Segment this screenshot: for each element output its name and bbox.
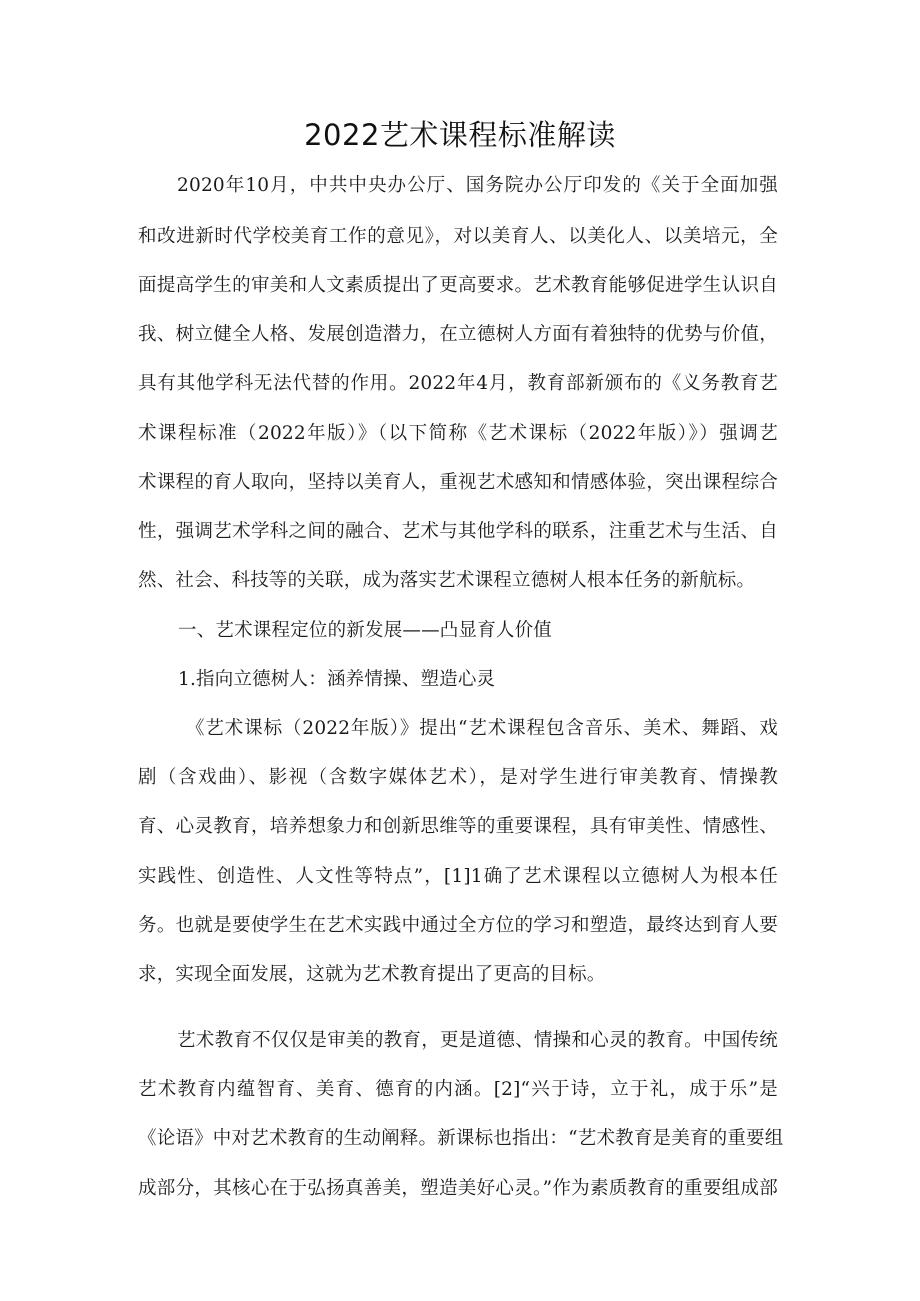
paragraph-line: 成部分，其核心在于弘扬真善美，塑造美好心灵。”作为素质教育的重要组成部 [138, 1178, 778, 1199]
paragraph-line: 性，强调艺术学科之间的融合、艺术与其他学科的联系，注重艺术与生活、自 [138, 521, 778, 542]
paragraph-line: 2020年10月，中共中央办公厅、国务院办公厅印发的《关于全面加强 [177, 175, 778, 196]
paragraph-line: 《艺术课标（2022年版）》提出“艺术课程包含音乐、美术、舞蹈、戏 [186, 718, 778, 739]
document-title: 2022艺术课程标准解读 [304, 118, 616, 152]
paragraph-line: 实践性、创造性、人文性等特点”，[1]1确了艺术课程以立德树人为根本任 [138, 866, 778, 887]
section-heading: 一、艺术课程定位的新发展——凸显育人价值 [178, 620, 553, 641]
paragraph-line: 艺术教育不仅仅是审美的教育，更是道德、情操和心灵的教育。中国传统 [177, 1030, 778, 1051]
paragraph-line: 我、树立健全人格、发展创造潜力，在立德树人方面有着独特的优势与价值， [138, 324, 778, 345]
paragraph-line: 育、心灵教育，培养想象力和创新思维等的重要课程，具有审美性、情感性、 [138, 816, 778, 837]
paragraph-line: 《论语》中对艺术教育的生动阐释。新课标也指出：“艺术教育是美育的重要组 [138, 1128, 784, 1149]
paragraph-line: 务。也就是要使学生在艺术实践中通过全方位的学习和塑造，最终达到育人要 [138, 915, 778, 936]
paragraph-line: 术课程的育人取向，坚持以美育人，重视艺术感知和情感体验，突出课程综合 [138, 472, 778, 493]
paragraph-line: 和改进新时代学校美育工作的意见》，对以美育人、以美化人、以美培元，全 [138, 226, 778, 247]
paragraph-line: 艺术教育内蕴智育、美育、德育的内涵。[2]“兴于诗，立于礼，成于乐”是 [138, 1079, 778, 1100]
paragraph-line: 求，实现全面发展，这就为艺术教育提出了更高的目标。 [138, 964, 606, 985]
subsection-heading: 1.指向立德树人：涵养情操、塑造心灵 [178, 669, 496, 690]
paragraph-line: 面提高学生的审美和人文素质提出了更高要求。艺术教育能够促进学生认识自 [138, 275, 778, 296]
paragraph-line: 术课程标准（2022年版）》（以下简称《艺术课标（2022年版）》）强调艺 [138, 423, 778, 444]
paragraph-line: 具有其他学科无法代替的作用。2022年4月，教育部新颁布的《义务教育艺 [138, 373, 778, 394]
paragraph-line: 剧（含戏曲）、影视（含数字媒体艺术），是对学生进行审美教育、情操教 [138, 767, 778, 788]
paragraph-line: 然、社会、科技等的关联，成为落实艺术课程立德树人根本任务的新航标。 [138, 570, 756, 591]
